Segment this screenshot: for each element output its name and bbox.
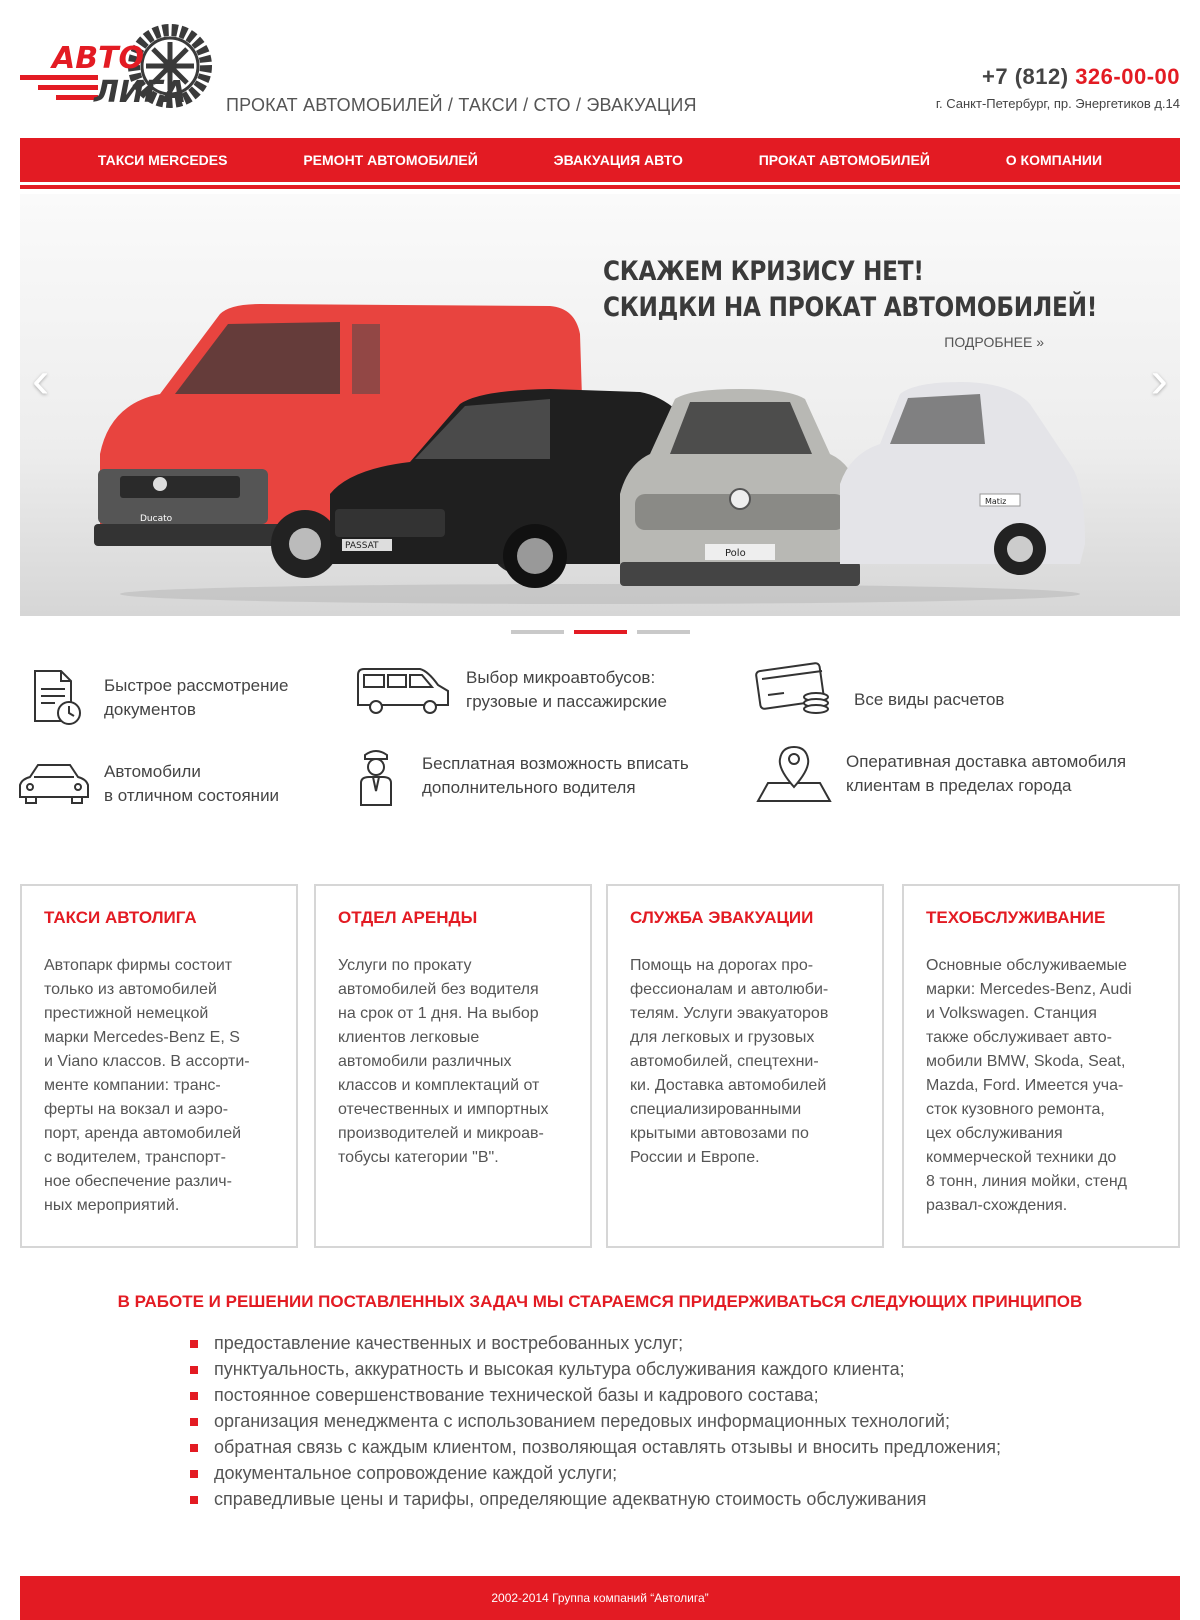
slide-headline-line1: СКАЖЕМ КРИЗИСУ НЕТ!: [603, 256, 924, 287]
principles-title: В РАБОТЕ И РЕШЕНИИ ПОСТАВЛЕННЫХ ЗАДАЧ МЫ СТАРАЕМСЯ ПРИДЕРЖИВАТЬСЯ СЛЕДУЮЩИХ ПРИНЦИПОВ: [117, 1292, 1083, 1311]
feature-delivery: [754, 742, 1126, 806]
card-line: специализированными: [630, 1101, 802, 1118]
nav-item-car-repair[interactable]: РЕМОНТ АВТОМОБИЛЕЙ: [303, 152, 478, 168]
logo-wheel-icon: [20, 20, 220, 116]
slide-headline-line2: СКИДКИ НА ПРОКАТ АВТОМОБИЛЕЙ!: [603, 292, 1098, 323]
card-rental: [314, 884, 592, 1248]
phone-prefix: +7 (812): [982, 64, 1076, 89]
card-line: классов и комплектаций от: [338, 1077, 540, 1094]
list-item: справедливые цены и тарифы, определяющие адекватную стоимость обслуживания: [188, 1486, 1001, 1512]
card-line: Mazda, Ford. Имеется уча-: [926, 1077, 1124, 1094]
feature-extra-driver: [340, 744, 689, 808]
list-item: документальное сопровождение каждой услуги;: [188, 1460, 1001, 1486]
car-icon: [14, 752, 94, 816]
card-line: ных мероприятий.: [44, 1197, 180, 1214]
feature-text-line1: Выбор микроавтобусов:: [466, 668, 656, 687]
matiz-label: Matiz: [985, 497, 1007, 506]
card-line: сток кузовного ремонта,: [926, 1101, 1105, 1118]
card-title[interactable]: ТАКСИ АВТОЛИГА: [44, 908, 197, 927]
phone-number: 326-00-00: [1075, 64, 1180, 89]
logo-text-avto: АВТО: [52, 41, 145, 76]
slider-prev-arrow-icon[interactable]: ‹: [32, 351, 50, 409]
feature-text-line1: Все виды расчетов: [854, 690, 1005, 709]
feature-text-line2: дополнительного водителя: [422, 778, 636, 797]
feature-text-line1: Бесплатная возможность вписать: [422, 754, 689, 773]
card-maintenance: [902, 884, 1180, 1248]
slider-dot-3[interactable]: [637, 630, 690, 634]
card-text: [926, 954, 1156, 1218]
logo-text-liga: ЛИГА: [94, 75, 187, 110]
feature-text-line2: документов: [104, 700, 196, 719]
card-line: и Volkswagen. Станция: [926, 1005, 1097, 1022]
card-line: также обслуживает авто-: [926, 1029, 1112, 1046]
passat-label: PASSAT: [345, 541, 379, 551]
card-line: менте компании: транс-: [44, 1077, 221, 1094]
feature-text-line1: Быстрое рассмотрение: [104, 676, 289, 695]
features: [20, 666, 1180, 836]
card-text: [630, 954, 860, 1170]
slide-more-link[interactable]: [944, 334, 1044, 350]
card-line: клиентов легковые: [338, 1029, 480, 1046]
card-line: порт, аренда автомобилей: [44, 1125, 242, 1142]
feature-good-cars: [14, 752, 279, 816]
slide-headline: [603, 254, 1097, 326]
polo-label: Polo: [725, 548, 746, 559]
slider-dot-2[interactable]: [574, 630, 627, 634]
slider-dot-1[interactable]: [511, 630, 564, 634]
footer: [20, 1576, 1180, 1620]
card-line: с водителем, транспорт-: [44, 1149, 226, 1166]
address: г. Санкт-Петербург, пр. Энергетиков д.14: [935, 96, 1180, 111]
nav-underline: [20, 185, 1180, 189]
card-title[interactable]: СЛУЖБА ЭВАКУАЦИИ: [630, 908, 814, 927]
list-item: обратная связь с каждым клиентом, позволяющая оставлять отзывы и вносить предложения;: [188, 1434, 1001, 1460]
card-line: на срок от 1 дня. На выбор: [338, 1005, 539, 1022]
card-line: телям. Услуги эвакуаторов: [630, 1005, 829, 1022]
card-line: крытыми автовозами по: [630, 1125, 809, 1142]
main-nav: [20, 138, 1180, 182]
contact-block: [936, 64, 1180, 111]
card-line: ное обеспечение различ-: [44, 1173, 232, 1190]
card-title[interactable]: ОТДЕЛ АРЕНДЫ: [338, 908, 478, 927]
logo[interactable]: [20, 20, 220, 116]
feature-minibus: [354, 658, 667, 722]
phone[interactable]: [936, 64, 1180, 90]
card-line: ферты на вокзал и аэро-: [44, 1101, 229, 1118]
feature-text-line1: Автомобили: [104, 762, 201, 781]
card-line: Помощь на дорогах про-: [630, 957, 814, 974]
minibus-icon: [354, 658, 454, 722]
nav-item-evacuation[interactable]: ЭВАКУАЦИЯ АВТО: [553, 152, 683, 168]
feature-payments: [754, 656, 1004, 720]
list-item: организация менеджмента с использованием передовых информационных технологий;: [188, 1408, 1001, 1434]
tagline: ПРОКАТ АВТОМОБИЛЕЙ / ТАКСИ / СТО / ЭВАКУАЦИЯ: [226, 95, 697, 115]
card-title[interactable]: ТЕХОБСЛУЖИВАНИЕ: [926, 908, 1106, 927]
slider-dots: [0, 630, 1200, 634]
card-line: отечественных и импортных: [338, 1101, 549, 1118]
card-line: коммерческой техники до: [926, 1149, 1117, 1166]
card-line: престижной немецкой: [44, 1005, 209, 1022]
card-line: Основные обслуживаемые: [926, 957, 1127, 974]
card-line: Автопарк фирмы состоит: [44, 957, 233, 974]
nav-item-about[interactable]: О КОМПАНИИ: [1005, 152, 1103, 168]
card-line: Услуги по прокату: [338, 957, 472, 974]
list-item: постоянное совершенствование технической базы и кадрового состава;: [188, 1382, 1001, 1408]
principles-list: [188, 1330, 1001, 1512]
card-line: автомобилей без водителя: [338, 981, 539, 998]
card-taxi: [20, 884, 298, 1248]
slider-next-arrow-icon[interactable]: ›: [1150, 351, 1168, 409]
card-line: автомобилей, спецтехни-: [630, 1053, 819, 1070]
card-coins-icon: [754, 656, 834, 720]
hero-slider: [20, 194, 1180, 616]
card-line: марки Mercedes-Benz E, S: [44, 1029, 240, 1046]
feature-text-line1: Оперативная доставка автомобиля: [846, 752, 1127, 771]
feature-text-line2: грузовые и пассажирские: [466, 692, 667, 711]
card-line: тобусы категории "B".: [338, 1149, 499, 1166]
card-line: фессионалам и автолюби-: [630, 981, 829, 998]
card-text: [338, 954, 568, 1170]
list-item: предоставление качественных и востребованных услуг;: [188, 1330, 1001, 1356]
card-line: и Viano классов. В ассорти-: [44, 1053, 250, 1070]
card-line: только из автомобилей: [44, 981, 217, 998]
card-line: марки: Mercedes-Benz, Audi: [926, 981, 1132, 998]
card-line: 8 тонн, линия мойки, стенд: [926, 1173, 1127, 1190]
list-item: пунктуальность, аккуратность и высокая культура обслуживания каждого клиента;: [188, 1356, 1001, 1382]
document-clock-icon: [20, 666, 92, 730]
card-line: цех обслуживания: [926, 1125, 1063, 1142]
matiz-shape: [840, 382, 1085, 575]
chevron-right-double-icon: »: [1036, 334, 1044, 350]
map-pin-icon: [754, 742, 834, 806]
header: [20, 20, 1180, 120]
card-line: автомобили различных: [338, 1053, 512, 1070]
feature-text-line2: в отличном состоянии: [104, 786, 280, 805]
van-label: Ducato: [140, 514, 173, 524]
card-line: для легковых и грузовых: [630, 1029, 815, 1046]
card-line: России и Европе.: [630, 1149, 760, 1166]
copyright: 2002-2014 Группа компаний “Автолига”: [491, 1591, 709, 1605]
feature-fast-documents: [20, 666, 288, 730]
nav-item-taxi-mercedes[interactable]: ТАКСИ MERCEDES: [97, 152, 228, 168]
card-evacuation: [606, 884, 884, 1248]
slide-more-label: ПОДРОБНЕЕ: [944, 334, 1033, 350]
card-line: производителей и микроав-: [338, 1125, 544, 1142]
card-line: развал-схождения.: [926, 1197, 1068, 1214]
feature-text-line2: клиентам в пределах города: [846, 776, 1072, 795]
card-line: мобили BMW, Skoda, Seat,: [926, 1053, 1126, 1070]
nav-item-car-rental[interactable]: ПРОКАТ АВТОМОБИЛЕЙ: [758, 152, 930, 168]
card-line: ки. Доставка автомобилей: [630, 1077, 827, 1094]
driver-icon: [340, 744, 412, 808]
card-text: [44, 954, 274, 1218]
